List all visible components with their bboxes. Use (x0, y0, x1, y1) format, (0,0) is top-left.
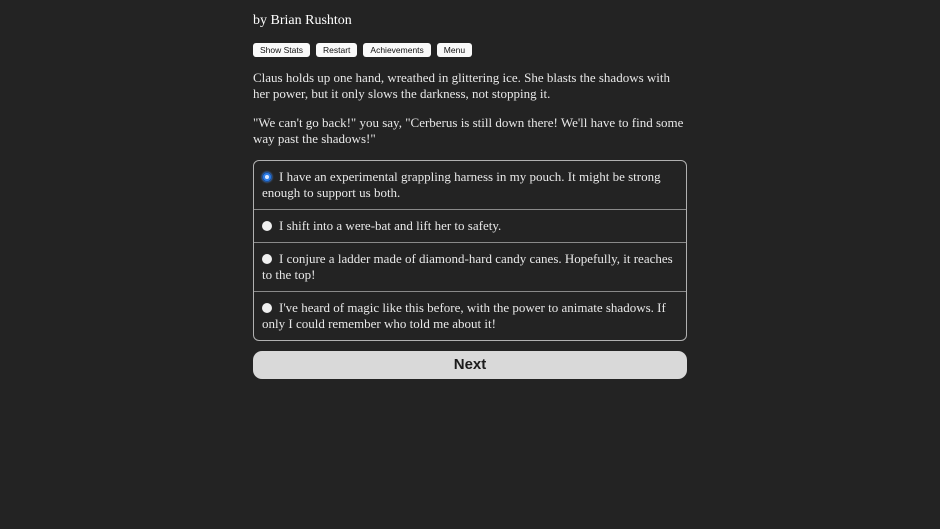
game-page (253, 0, 687, 379)
next-button[interactable]: Next (253, 351, 687, 379)
choice-option-0[interactable] (254, 161, 686, 210)
menu-button[interactable]: Menu (437, 43, 472, 57)
restart-button[interactable]: Restart (316, 43, 357, 57)
choice-radio-0[interactable] (262, 172, 272, 182)
choice-label: I've heard of magic like this before, with the power to animate shadows. If only I could remember who told me about it! (262, 299, 666, 331)
choice-group (253, 160, 687, 341)
choice-label: I conjure a ladder made of diamond-hard candy canes. Hopefully, it reaches to the top! (262, 250, 673, 282)
author-line: by Brian Rushton (253, 13, 352, 28)
choice-radio-1[interactable] (262, 221, 272, 231)
choice-option-1[interactable] (254, 210, 686, 243)
story-text (253, 70, 687, 147)
choice-label: I have an experimental grappling harness in my pouch. It might be strong enough to support us both. (262, 168, 661, 200)
story-paragraph: "We can't go back!" you say, "Cerberus is still down there! We'll have to find some way past the shadows!" (253, 114, 684, 146)
choice-option-3[interactable] (254, 292, 686, 340)
achievements-button[interactable]: Achievements (363, 43, 430, 57)
choice-option-2[interactable] (254, 243, 686, 292)
story-paragraph: Claus holds up one hand, wreathed in glittering ice. She blasts the shadows with her power, but it only slows the darkness, not stopping it. (253, 69, 671, 101)
choice-radio-2[interactable] (262, 254, 272, 264)
choice-radio-3[interactable] (262, 303, 272, 313)
show-stats-button[interactable]: Show Stats (253, 43, 310, 57)
choice-label: I shift into a were-bat and lift her to safety. (279, 217, 502, 233)
toolbar (253, 43, 687, 57)
